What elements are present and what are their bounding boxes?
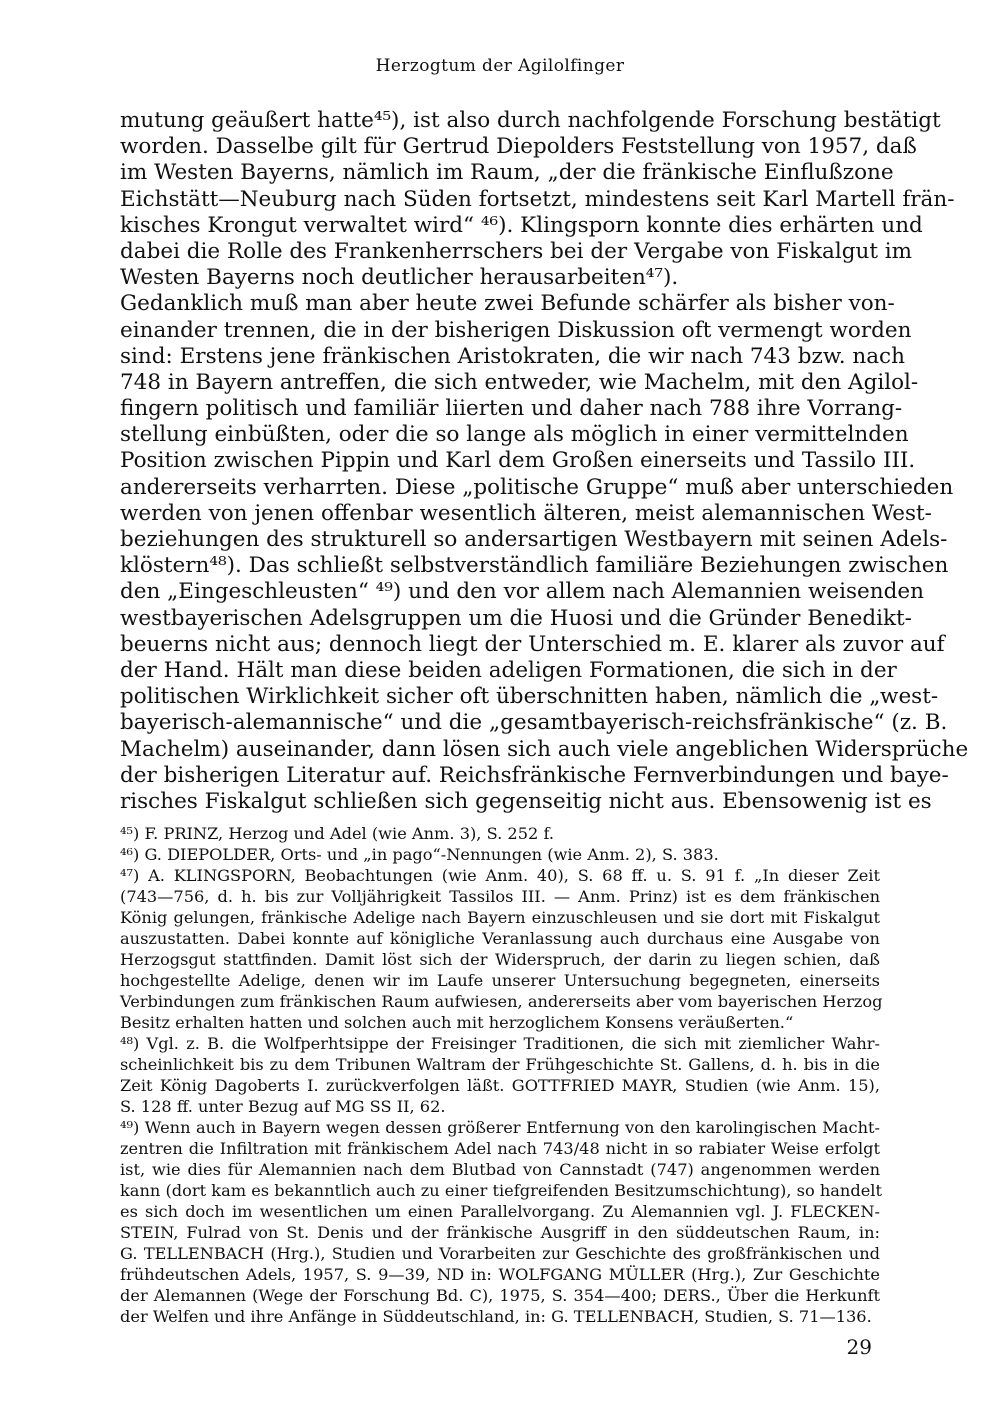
footnote-line: Verbindungen zum fränkischen Raum aufwiesen, andererseits aber vom bayerischen Herzog <box>120 992 883 1011</box>
body-line: klöstern⁴⁸). Das schließt selbstverständlich familiäre Beziehungen zwischen <box>120 553 949 579</box>
body-line: andererseits verharrten. Diese „politische Gruppe“ muß aber unterschieden <box>120 474 954 500</box>
footnote-line: frühdeutschen Adels, 1957, S. 9—39, ND in: WOLFGANG MÜLLER (Hrg.), Zur Geschichte <box>120 1265 880 1284</box>
footnote-line: G. TELLENBACH (Hrg.), Studien und Vorarbeiten zur Geschichte des großfränkischen und <box>120 1244 880 1263</box>
body-line: der Hand. Hält man diese beiden adeligen Formationen, die sich in der <box>120 657 897 683</box>
main-text <box>120 108 969 815</box>
footnote-line: S. 128 ff. unter Bezug auf MG SS II, 62. <box>120 1097 446 1116</box>
body-line: einander trennen, die in der bisherigen Diskussion oft vermengt worden <box>120 317 912 343</box>
body-line: kisches Krongut verwaltet wird“ ⁴⁶). Klingsporn konnte dies erhärten und <box>120 212 923 238</box>
body-line: stellung einbüßten, oder die so lange als möglich in einer vermittelnden <box>120 422 909 448</box>
page-number: 29 <box>846 1335 872 1359</box>
footnotes <box>120 823 883 1327</box>
footnote-line: kann (dort kam es bekanntlich auch zu einer tiefgreifenden Besitzumschichtung), so handelt <box>120 1181 882 1200</box>
body-line: Gedanklich muß man aber heute zwei Befunde schärfer als bisher von- <box>120 291 895 317</box>
footnote-line: Zeit König Dagoberts I. zurückverfolgen läßt. GOTTFRIED MAYR, Studien (wie Anm. 15), <box>120 1076 880 1095</box>
body-line: beuerns nicht aus; dennoch liegt der Unterschied m. E. klarer als zuvor auf <box>120 631 945 657</box>
footnote-line: es sich doch im wesentlichen um einen Parallelvorgang. Zu Alemannien vgl. J. FLECKEN- <box>120 1202 880 1221</box>
body-line: 748 in Bayern antreffen, die sich entweder, wie Machelm, mit den Agilol- <box>120 369 919 395</box>
body-line: mutung geäußert hatte⁴⁵), ist also durch nachfolgende Forschung bestätigt <box>120 108 941 133</box>
body-line: sind: Erstens jene fränkischen Aristokraten, die wir nach 743 bzw. nach <box>120 343 905 369</box>
footnote-line: ⁴⁹) Wenn auch in Bayern wegen dessen größerer Entfernung von den karolingischen Macht- <box>120 1118 880 1137</box>
body-line: fingern politisch und familiär liierten und daher nach 788 ihre Vorrang- <box>120 396 903 422</box>
body-line: im Westen Bayerns, nämlich im Raum, „der die fränkische Einflußzone <box>120 160 894 186</box>
footnote-line: STEIN, Fulrad von St. Denis und der fränkische Ausgriff in den süddeutschen Raum, in: <box>120 1223 880 1242</box>
body-line: westbayerischen Adelsgruppen um die Huosi und die Gründer Benedikt- <box>120 605 912 631</box>
footnote-line: zentren die Infiltration mit fränkischem Adel nach 743/48 nicht in so rabiater Weise erfolgt <box>120 1139 880 1158</box>
body-line: den „Eingeschleusten“ ⁴⁹) und den vor allem nach Alemannien weisenden <box>120 579 924 605</box>
footnote-line: auszustatten. Dabei konnte auf königliche Veranlassung auch durchaus eine Ausgabe von <box>120 929 880 948</box>
body-line: politischen Wirklichkeit sicher oft überschnitten haben, nämlich die „west- <box>120 684 939 710</box>
footnote-line: König gelungen, fränkische Adelige nach Bayern einzuschleusen und sie dort mit Fiskalgut <box>120 908 880 927</box>
body-line: Machelm) auseinander, dann lösen sich auch viele angeblichen Widersprüche <box>120 736 969 762</box>
body-line: beziehungen des strukturell so andersartigen Westbayern mit seinen Adels- <box>120 527 948 552</box>
footnote-line: ist, wie dies für Alemannien nach dem Blutbad von Cannstadt (747) angenommen werden <box>120 1160 880 1179</box>
body-line: Eichstätt—Neuburg nach Süden fortsetzt, mindestens seit Karl Martell frän- <box>120 186 955 212</box>
footnote-line: hochgestellte Adelige, denen wir im Laufe unserer Untersuchung begegneten, einerseits <box>120 971 880 990</box>
footnote-line: Besitz erhalten hatten und solchen auch mit herzoglichem Konsens veräußerten.“ <box>120 1013 794 1032</box>
body-line: werden von jenen offenbar wesentlich älteren, meist alemannischen West- <box>120 500 932 526</box>
footnote-line: der Welfen und ihre Anfänge in Süddeutschland, in: G. TELLENBACH, Studien, S. 71—136. <box>120 1307 872 1326</box>
body-line: bayerisch-alemannische“ und die „gesamtbayerisch-reichsfränkische“ (z. B. <box>120 710 948 736</box>
body-line: dabei die Rolle des Frankenherrschers bei der Vergabe von Fiskalgut im <box>120 238 913 264</box>
footnote-line: der Alemannen (Wege der Forschung Bd. C), 1975, S. 354—400; DERS., Über die Herkunft <box>120 1286 880 1305</box>
footnote-line: Herzogsgut stattfinden. Damit löst sich der Widerspruch, der darin zu liegen schien, daß <box>120 950 880 969</box>
footnote-line: ⁴⁸) Vgl. z. B. die Wolfperhtsippe der Freisinger Traditionen, die sich mit ziemlicher Wahr- <box>120 1034 880 1053</box>
running-header: Herzogtum der Agilolfinger <box>375 56 625 76</box>
footnote-line: (743—756, d. h. bis zur Volljährigkeit Tassilos III. — Anm. Prinz) ist es dem fränkischen <box>120 887 880 906</box>
body-line: der bisherigen Literatur auf. Reichsfränkische Fernverbindungen und baye- <box>120 762 949 788</box>
footnote-line: ⁴⁵) F. PRINZ, Herzog und Adel (wie Anm. 3), S. 252 f. <box>120 824 555 843</box>
body-line: Westen Bayerns noch deutlicher herausarbeiten⁴⁷). <box>120 265 679 291</box>
footnote-line: scheinlichkeit bis zu dem Tribunen Waltram der Frühgeschichte St. Gallens, d. h. bis in die <box>120 1055 880 1074</box>
body-line: Position zwischen Pippin und Karl dem Großen einerseits und Tassilo III. <box>120 448 916 474</box>
footnote-line: ⁴⁶) G. DIEPOLDER, Orts- und „in pago“-Nennungen (wie Anm. 2), S. 383. <box>120 845 719 864</box>
body-line: worden. Dasselbe gilt für Gertrud Diepolders Feststellung von 1957, daß <box>120 134 917 160</box>
footnote-line: ⁴⁷) A. KLINGSPORN, Beobachtungen (wie Anm. 40), S. 68 ff. u. S. 91 f. „In dieser Zeit <box>120 866 880 885</box>
body-line: risches Fiskalgut schließen sich gegenseitig nicht aus. Ebensowenig ist es <box>120 788 932 814</box>
